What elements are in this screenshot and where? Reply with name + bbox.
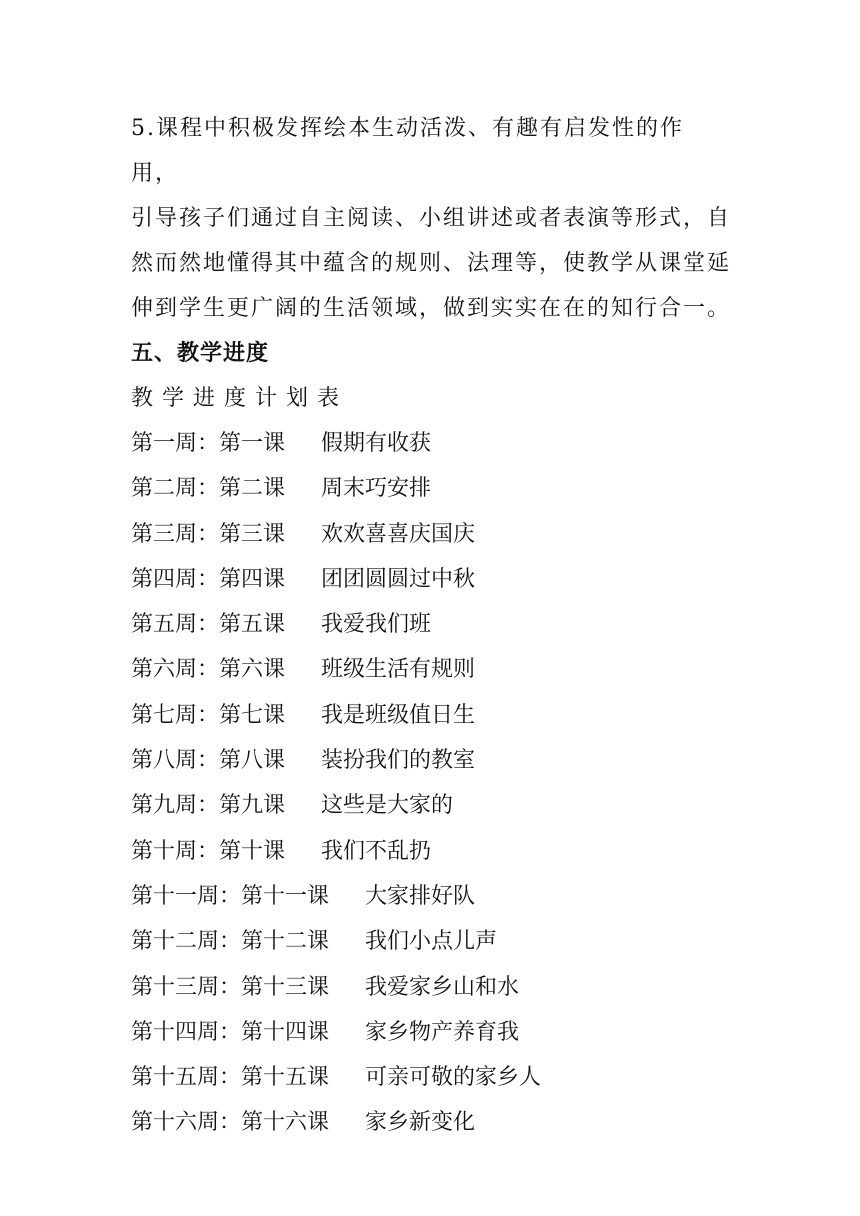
lesson-topic: 可亲可敬的家乡人 — [365, 1065, 542, 1091]
schedule-row — [131, 783, 731, 828]
schedule-row — [131, 965, 731, 1010]
intro-line: 然而然地懂得其中蕴含的规则、法理等，使教学从课堂延 — [131, 251, 732, 276]
schedule-row — [131, 919, 731, 964]
lesson-topic: 欢欢喜喜庆国庆 — [321, 521, 476, 547]
schedule-row — [131, 1100, 731, 1145]
lesson-topic: 装扮我们的教室 — [321, 748, 476, 774]
schedule-row — [131, 557, 731, 602]
lesson-label: 第十二课 — [241, 929, 330, 955]
lesson-label: 第六课 — [219, 657, 286, 683]
lesson-topic: 周末巧安排 — [321, 476, 432, 502]
week-label: 第八周： — [131, 748, 220, 774]
lesson-topic: 我们不乱扔 — [321, 838, 432, 864]
lesson-label: 第八课 — [219, 748, 286, 774]
schedule-row — [131, 647, 731, 692]
lesson-topic: 家乡新变化 — [365, 1110, 476, 1136]
week-label: 第十六周： — [131, 1110, 242, 1136]
schedule-row — [131, 421, 731, 466]
lesson-topic: 我是班级值日生 — [321, 702, 476, 728]
schedule-row — [131, 874, 731, 919]
week-label: 第十五周： — [131, 1065, 242, 1091]
lesson-label: 第二课 — [219, 476, 286, 502]
lesson-label: 第五课 — [219, 612, 286, 638]
lesson-label: 第三课 — [219, 521, 286, 547]
week-label: 第十周： — [131, 838, 220, 864]
lesson-topic: 我爱我们班 — [321, 612, 432, 638]
lesson-topic: 团团圆圆过中秋 — [321, 566, 476, 592]
lesson-topic: 我们小点儿声 — [365, 929, 498, 955]
lesson-label: 第十三课 — [241, 974, 330, 1000]
lesson-topic: 这些是大家的 — [321, 793, 454, 819]
week-label: 第十二周： — [131, 929, 242, 955]
lesson-topic: 大家排好队 — [365, 883, 476, 909]
schedule-row — [131, 693, 731, 738]
week-label: 第六周： — [131, 657, 220, 683]
section-heading: 五、教学进度 — [131, 340, 270, 366]
schedule-row — [131, 512, 731, 557]
week-label: 第九周： — [131, 793, 220, 819]
schedule-row — [131, 829, 731, 874]
schedule-row — [131, 466, 731, 511]
week-label: 第五周： — [131, 612, 220, 638]
schedule-table-title: 教学进度计划表 — [131, 386, 349, 411]
schedule-row — [131, 738, 731, 783]
week-label: 第七周： — [131, 702, 220, 728]
week-label: 第十四周： — [131, 1019, 242, 1045]
lesson-label: 第四课 — [219, 566, 286, 592]
intro-paragraph — [131, 106, 731, 331]
document-page — [131, 106, 731, 1146]
schedule-row — [131, 602, 731, 647]
lesson-label: 第十课 — [219, 838, 286, 864]
lesson-label: 第十四课 — [241, 1019, 330, 1045]
schedule-row — [131, 1010, 731, 1055]
week-label: 第十三周： — [131, 974, 242, 1000]
lesson-label: 第一课 — [219, 431, 286, 456]
lesson-label: 第十一课 — [241, 883, 330, 909]
week-label: 第十一周： — [131, 883, 242, 909]
intro-line: 5.课程中积极发挥绘本生动活泼、有趣有启发性的作用， — [131, 116, 684, 186]
lesson-label: 第十五课 — [241, 1065, 330, 1091]
week-label: 第二周： — [131, 476, 220, 502]
schedule-row — [131, 1055, 731, 1100]
lesson-topic: 班级生活有规则 — [321, 657, 476, 683]
schedule-list — [131, 421, 731, 1146]
week-label: 第一周： — [131, 431, 220, 456]
intro-line: 伸到学生更广阔的生活领域，做到实实在在的知行合一。 — [131, 296, 732, 321]
lesson-label: 第九课 — [219, 793, 286, 819]
lesson-topic: 我爱家乡山和水 — [365, 974, 520, 1000]
intro-line: 引导孩子们通过自主阅读、小组讲述或者表演等形式，自 — [131, 206, 732, 231]
lesson-topic: 假期有收获 — [321, 431, 432, 456]
lesson-label: 第十六课 — [241, 1110, 330, 1136]
lesson-label: 第七课 — [219, 702, 286, 728]
week-label: 第三周： — [131, 521, 220, 547]
week-label: 第四周： — [131, 566, 220, 592]
lesson-topic: 家乡物产养育我 — [365, 1019, 520, 1045]
